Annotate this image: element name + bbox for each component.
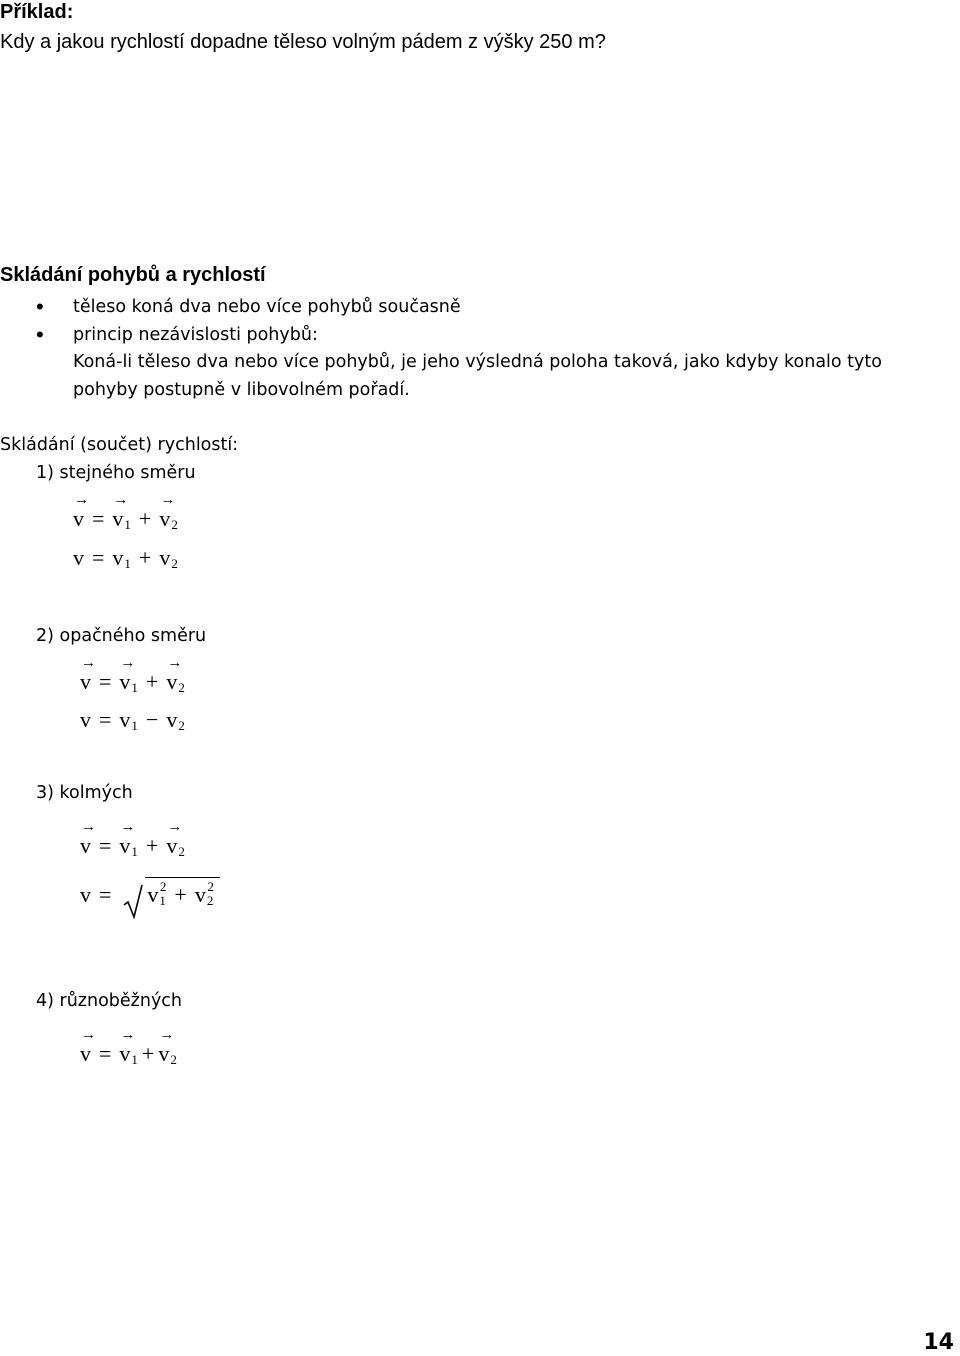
vector-v2: → v xyxy=(158,1041,169,1067)
symbol-v: v xyxy=(80,882,91,907)
example-question: Kdy a jakou rychlostí dopadne těleso volným pádem z výšky 250 m? xyxy=(0,31,606,53)
bullet-icon: • xyxy=(36,294,44,319)
subscript: 1 xyxy=(159,893,166,908)
superscript: 2 xyxy=(207,879,214,894)
equals-sign: = xyxy=(99,669,112,694)
plus-sign: + xyxy=(145,669,159,694)
symbol-v2: v xyxy=(194,882,206,907)
symbol-v2: v xyxy=(159,545,171,570)
case-label: 1) stejného směru xyxy=(36,463,196,483)
equals-sign: = xyxy=(99,1041,112,1066)
principle-line: Koná-li těleso dva nebo více pohybů, je jeho výsledná poloha taková, jako kdyby konalo tyto xyxy=(73,352,882,372)
vector-v: → v xyxy=(80,669,91,695)
vector-v: → v xyxy=(80,833,91,859)
vector-v1: → v xyxy=(119,1041,130,1067)
magnitude-equation xyxy=(73,545,178,574)
radical-sign-icon xyxy=(123,885,143,919)
superscript: 2 xyxy=(159,879,167,894)
vector-v2: → v xyxy=(166,669,177,695)
page-number: 14 xyxy=(923,1330,954,1355)
symbol-v2: v xyxy=(166,707,178,732)
vector-equation xyxy=(80,669,185,698)
square-root xyxy=(123,877,219,911)
bullet-icon: • xyxy=(36,322,44,347)
subscript: 1 xyxy=(131,718,138,733)
equals-sign: = xyxy=(99,882,112,907)
symbol-v1: v xyxy=(119,707,131,732)
plus-sign: + xyxy=(138,545,152,570)
equals-sign: = xyxy=(99,707,112,732)
vector-v1: → v xyxy=(112,506,123,532)
vector-v1: → v xyxy=(119,833,130,859)
radicand xyxy=(145,877,219,911)
subscript: 1 xyxy=(131,680,138,695)
vector-equation xyxy=(80,1041,177,1070)
bullet-text: těleso koná dva nebo více pohybů současně xyxy=(73,297,461,317)
equals-sign: = xyxy=(92,506,105,531)
subscript: 2 xyxy=(171,517,178,532)
symbol-v: v xyxy=(73,545,84,570)
plus-sign: + xyxy=(174,882,187,907)
subscript: 1 xyxy=(131,1052,138,1067)
subscript: 2 xyxy=(170,1052,177,1067)
case-label: 2) opačného směru xyxy=(36,626,207,646)
equals-sign: = xyxy=(99,833,112,858)
example-heading: Příklad: xyxy=(0,1,74,23)
vector-equation xyxy=(73,506,178,535)
vector-v2: → v xyxy=(166,833,177,859)
vector-v: → v xyxy=(73,506,84,532)
subscript: 1 xyxy=(124,517,131,532)
equals-sign: = xyxy=(92,545,105,570)
case-label: 4) různoběžných xyxy=(36,991,183,1011)
subscript: 2 xyxy=(171,556,178,571)
section-title: Skládání pohybů a rychlostí xyxy=(0,264,266,286)
magnitude-equation xyxy=(80,877,220,911)
symbol-v1: v xyxy=(112,545,124,570)
principle-line: pohyby postupně v libovolném pořadí. xyxy=(73,380,410,400)
vector-v1: → v xyxy=(119,669,130,695)
case-label: 3) kolmých xyxy=(36,783,133,803)
bullet-text: princip nezávislosti pohybů: xyxy=(73,325,318,345)
symbol-v: v xyxy=(80,707,91,732)
subscript: 1 xyxy=(131,844,138,859)
plus-sign: + xyxy=(145,833,159,858)
subscript: 2 xyxy=(178,718,185,733)
subscript: 2 xyxy=(178,680,185,695)
velocity-title: Skládání (součet) rychlostí: xyxy=(0,435,239,455)
plus-sign: + xyxy=(138,506,152,531)
subscript: 1 xyxy=(124,556,131,571)
plus-sign: + xyxy=(141,1041,155,1066)
vector-v2: → v xyxy=(159,506,170,532)
magnitude-equation xyxy=(80,707,185,736)
symbol-v1: v xyxy=(147,882,159,907)
vector-equation xyxy=(80,833,185,862)
minus-sign: − xyxy=(145,707,159,732)
subscript: 2 xyxy=(206,893,214,908)
vector-v: → v xyxy=(80,1041,91,1067)
subscript: 2 xyxy=(178,844,185,859)
